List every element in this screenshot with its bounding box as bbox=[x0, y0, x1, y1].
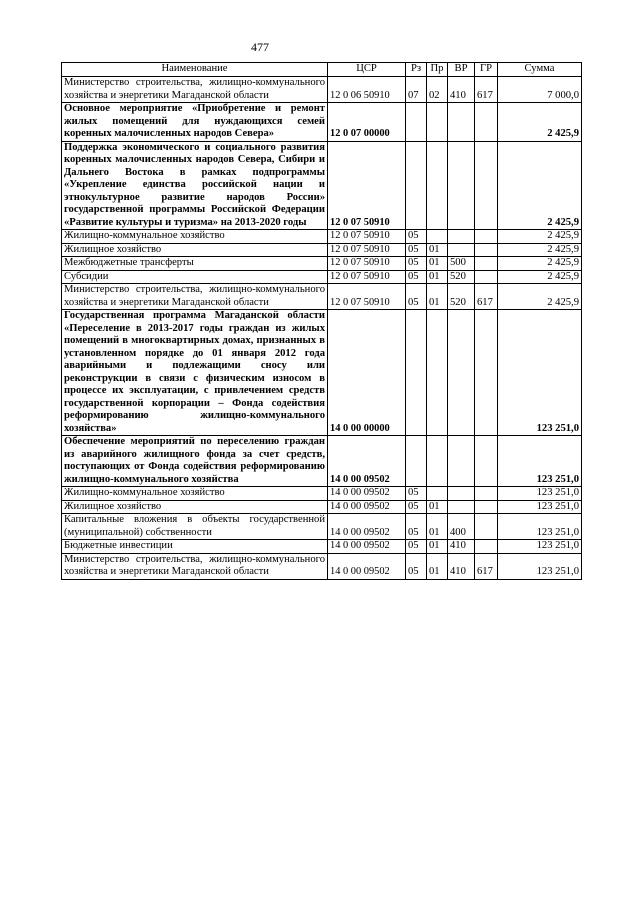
cell-amount: 2 425,9 bbox=[498, 230, 582, 244]
cell-rz: 05 bbox=[406, 500, 427, 514]
table-header-row bbox=[62, 63, 582, 77]
cell-gr: 617 bbox=[475, 284, 498, 310]
cell-pr bbox=[427, 310, 448, 436]
cell-rz: 05 bbox=[406, 284, 427, 310]
cell-vr bbox=[448, 436, 475, 487]
cell-gr: 617 bbox=[475, 77, 498, 103]
table-row bbox=[62, 230, 582, 244]
cell-gr bbox=[475, 487, 498, 501]
cell-csr: 12 0 07 50910 bbox=[328, 141, 406, 230]
cell-vr bbox=[448, 487, 475, 501]
cell-rz: 05 bbox=[406, 270, 427, 284]
cell-gr bbox=[475, 270, 498, 284]
cell-gr bbox=[475, 103, 498, 142]
cell-name: Жилищно-коммунальное хозяйство bbox=[62, 230, 328, 244]
cell-amount: 123 251,0 bbox=[498, 487, 582, 501]
cell-amount: 123 251,0 bbox=[498, 436, 582, 487]
cell-vr: 500 bbox=[448, 257, 475, 271]
cell-rz: 05 bbox=[406, 243, 427, 257]
cell-csr: 12 0 07 50910 bbox=[328, 257, 406, 271]
cell-vr: 520 bbox=[448, 284, 475, 310]
cell-name: Межбюджетные трансферты bbox=[62, 257, 328, 271]
table-row bbox=[62, 141, 582, 230]
table-row bbox=[62, 243, 582, 257]
cell-amount: 123 251,0 bbox=[498, 540, 582, 554]
cell-amount: 2 425,9 bbox=[498, 103, 582, 142]
table-row bbox=[62, 257, 582, 271]
cell-pr: 01 bbox=[427, 243, 448, 257]
cell-gr bbox=[475, 243, 498, 257]
cell-gr bbox=[475, 257, 498, 271]
cell-csr: 14 0 00 09502 bbox=[328, 540, 406, 554]
cell-name: Бюджетные инвестиции bbox=[62, 540, 328, 554]
table-row bbox=[62, 487, 582, 501]
cell-amount: 2 425,9 bbox=[498, 284, 582, 310]
cell-vr bbox=[448, 230, 475, 244]
cell-gr bbox=[475, 230, 498, 244]
cell-vr bbox=[448, 141, 475, 230]
header-vr: ВР bbox=[448, 63, 475, 77]
header-amount: Сумма bbox=[498, 63, 582, 77]
cell-name: Министерство строительства, жилищно-коммунального хозяйства и энергетики Магаданской области bbox=[62, 77, 328, 103]
cell-pr bbox=[427, 141, 448, 230]
cell-csr: 14 0 00 09502 bbox=[328, 436, 406, 487]
cell-vr bbox=[448, 310, 475, 436]
cell-csr: 14 0 00 09502 bbox=[328, 500, 406, 514]
cell-name: Министерство строительства, жилищно-коммунального хозяйства и энергетики Магаданской области bbox=[62, 284, 328, 310]
cell-rz bbox=[406, 310, 427, 436]
cell-vr: 410 bbox=[448, 77, 475, 103]
cell-rz: 07 bbox=[406, 77, 427, 103]
cell-csr: 12 0 07 50910 bbox=[328, 230, 406, 244]
cell-vr bbox=[448, 500, 475, 514]
budget-table bbox=[61, 62, 582, 580]
cell-name: Основное мероприятие «Приобретение и ремонт жилых помещений для нуждающихся семей коренных малочисленных народов Севера» bbox=[62, 103, 328, 142]
table-row bbox=[62, 436, 582, 487]
page-number: 477 bbox=[251, 40, 269, 54]
cell-name: Жилищно-коммунальное хозяйство bbox=[62, 487, 328, 501]
header-rz: Рз bbox=[406, 63, 427, 77]
table-row bbox=[62, 500, 582, 514]
cell-csr: 12 0 07 50910 bbox=[328, 270, 406, 284]
cell-pr: 01 bbox=[427, 284, 448, 310]
cell-amount: 2 425,9 bbox=[498, 243, 582, 257]
table-row bbox=[62, 77, 582, 103]
cell-rz: 05 bbox=[406, 487, 427, 501]
cell-rz bbox=[406, 141, 427, 230]
table-row bbox=[62, 103, 582, 142]
table-row bbox=[62, 270, 582, 284]
cell-name: Капитальные вложения в объекты государственной (муниципальной) собственности bbox=[62, 514, 328, 540]
cell-csr: 12 0 06 50910 bbox=[328, 77, 406, 103]
cell-gr bbox=[475, 436, 498, 487]
cell-vr bbox=[448, 243, 475, 257]
cell-name: Субсидии bbox=[62, 270, 328, 284]
cell-csr: 14 0 00 00000 bbox=[328, 310, 406, 436]
cell-vr bbox=[448, 103, 475, 142]
cell-pr: 01 bbox=[427, 553, 448, 579]
cell-pr: 02 bbox=[427, 77, 448, 103]
cell-gr bbox=[475, 500, 498, 514]
cell-pr bbox=[427, 436, 448, 487]
header-name: Наименование bbox=[62, 63, 328, 77]
cell-pr bbox=[427, 230, 448, 244]
cell-csr: 14 0 00 09502 bbox=[328, 514, 406, 540]
cell-csr: 12 0 07 50910 bbox=[328, 284, 406, 310]
cell-amount: 123 251,0 bbox=[498, 514, 582, 540]
cell-rz bbox=[406, 103, 427, 142]
cell-csr: 14 0 00 09502 bbox=[328, 553, 406, 579]
cell-pr: 01 bbox=[427, 270, 448, 284]
table-row bbox=[62, 514, 582, 540]
cell-amount: 123 251,0 bbox=[498, 553, 582, 579]
cell-pr: 01 bbox=[427, 257, 448, 271]
cell-csr: 12 0 07 50910 bbox=[328, 243, 406, 257]
cell-pr: 01 bbox=[427, 514, 448, 540]
cell-amount: 123 251,0 bbox=[498, 310, 582, 436]
cell-name: Поддержка экономического и социального развития коренных малочисленных народов Севера, Сибири и Дальнего Востока в рамках подпрограммы «Укрепление единства российской нации и этнокультурное развитие народов России» государственной программы Российской Федерации «Развитие культуры и туризма» на 2013-2020 годы bbox=[62, 141, 328, 230]
cell-pr bbox=[427, 103, 448, 142]
cell-vr: 400 bbox=[448, 514, 475, 540]
table-row bbox=[62, 284, 582, 310]
cell-amount: 123 251,0 bbox=[498, 500, 582, 514]
cell-rz: 05 bbox=[406, 540, 427, 554]
cell-name: Жилищное хозяйство bbox=[62, 243, 328, 257]
cell-amount: 2 425,9 bbox=[498, 257, 582, 271]
cell-rz: 05 bbox=[406, 514, 427, 540]
cell-vr: 520 bbox=[448, 270, 475, 284]
cell-amount: 2 425,9 bbox=[498, 141, 582, 230]
cell-csr: 12 0 07 00000 bbox=[328, 103, 406, 142]
cell-amount: 2 425,9 bbox=[498, 270, 582, 284]
cell-name: Министерство строительства, жилищно-коммунального хозяйства и энергетики Магаданской области bbox=[62, 553, 328, 579]
header-pr: Пр bbox=[427, 63, 448, 77]
cell-gr bbox=[475, 141, 498, 230]
cell-rz: 05 bbox=[406, 257, 427, 271]
cell-name: Обеспечение мероприятий по переселению граждан из аварийного жилищного фонда за счет средств, поступающих от Фонда содействия реформированию жилищно-коммунального хозяйства bbox=[62, 436, 328, 487]
cell-gr bbox=[475, 514, 498, 540]
cell-rz: 05 bbox=[406, 553, 427, 579]
cell-pr: 01 bbox=[427, 500, 448, 514]
cell-csr: 14 0 00 09502 bbox=[328, 487, 406, 501]
cell-vr: 410 bbox=[448, 540, 475, 554]
cell-amount: 7 000,0 bbox=[498, 77, 582, 103]
cell-gr: 617 bbox=[475, 553, 498, 579]
table-row bbox=[62, 310, 582, 436]
cell-name: Государственная программа Магаданской области «Переселение в 2013-2017 годы граждан из жилых помещений в многоквартирных домах, признанных в установленном порядке до 01 января 2012 года аварийными и подлежащими сносу или реконструкции в связи с физическим износом в процессе их эксплуатации, с привлечением средств государственной корпорации – Фонда содействия реформированию жилищно-коммунального хозяйства» bbox=[62, 310, 328, 436]
cell-vr: 410 bbox=[448, 553, 475, 579]
cell-rz: 05 bbox=[406, 230, 427, 244]
header-gr: ГР bbox=[475, 63, 498, 77]
cell-gr bbox=[475, 540, 498, 554]
cell-rz bbox=[406, 436, 427, 487]
cell-pr: 01 bbox=[427, 540, 448, 554]
cell-name: Жилищное хозяйство bbox=[62, 500, 328, 514]
cell-pr bbox=[427, 487, 448, 501]
table-body bbox=[62, 77, 582, 580]
header-csr: ЦСР bbox=[328, 63, 406, 77]
table-row bbox=[62, 553, 582, 579]
cell-gr bbox=[475, 310, 498, 436]
table-row bbox=[62, 540, 582, 554]
